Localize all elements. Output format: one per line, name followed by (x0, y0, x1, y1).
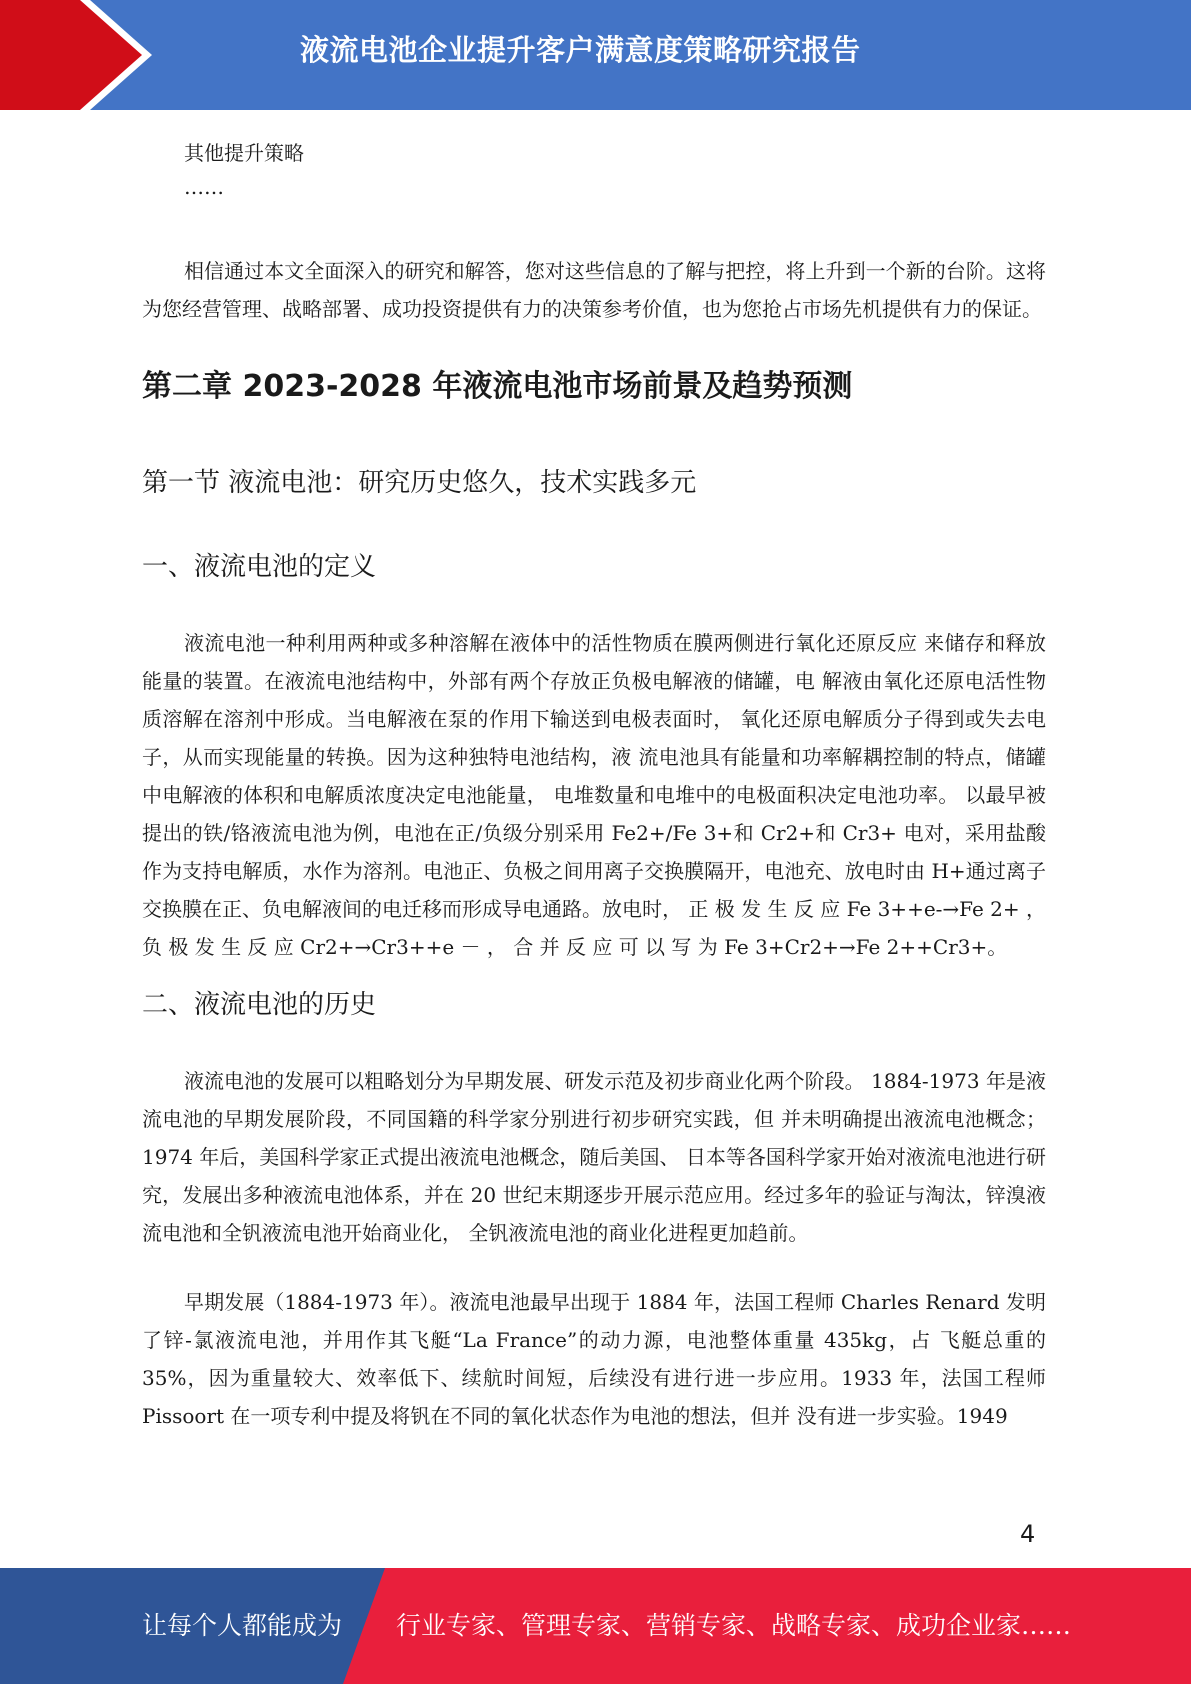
definition-paragraph: 液流电池一种利用两种或多种溶解在液体中的活性物质在膜两侧进行氧化还原反应 来储存和释放能量的装置。在液流电池结构中，外部有两个存放正负极电解液的储罐，电 解液由氧化还原电活性物质溶解在溶剂中形成。当电解液在泵的作用下输送到电极表面时， 氧化还原电解质分子得到或失去电子，从而实现能量的转换。因为这种独特电池结构，液 流电池具有能量和功率解耦控制的特点，储罐中电解液的体积和电解质浓度决定电池能量， 电堆数量和电堆中的电极面积决定电池功率。 以最早被提出的铁/铬液流电池为例，电池在正/负级分别采用 Fe2+/Fe 3+和 Cr2+和 Cr3+ 电对，采用盐酸作为支持电解质，水作为溶剂。电池正、负极之间用离子交换膜隔开，电池充、放电时由 H+通过离子交换膜在正、负电解液间的电迁移而形成导电通路。放电时， 正 极 发 生 反 应 Fe 3++e-→Fe 2+ ， 负 极 发 生 反 应 Cr2+→Cr3++e － ， 合 并 反 应 可 以 写 为 Fe 3+Cr2+→Fe 2++Cr3+。 (142, 631, 1046, 959)
ellipsis-line: …… (184, 175, 224, 199)
history-paragraph-1: 液流电池的发展可以粗略划分为早期发展、研发示范及初步商业化两个阶段。 1884-1973 年是液流电池的早期发展阶段，不同国籍的科学家分别进行初步研究实践，但 并未明确提出液流电池概念；1974 年后，美国科学家正式提出液流电池概念，随后美国、 日本等各国科学家开始对液流电池进行研究，发展出多种液流电池体系，并在 20 世纪末期逐步开展示范应用。经过多年的验证与淘汰，锌溴液流电池和全钒液流电池开始商业化， 全钒液流电池的商业化进程更加趋前。 (142, 1069, 1046, 1245)
page-footer (0, 1568, 1191, 1684)
closing-paragraph: 相信通过本文全面深入的研究和解答，您对这些信息的了解与把控，将上升到一个新的台阶。这将为您经营管理、战略部署、成功投资提供有力的决策参考价值，也为您抢占市场先机提供有力的保证。 (142, 259, 1046, 321)
page-header (0, 0, 1191, 110)
page-number: 4 (1020, 1520, 1036, 1548)
history-paragraph-2: 早期发展（1884-1973 年）。液流电池最早出现于 1884 年，法国工程师 Charles Renard 发明了锌-氯液流电池，并用作其飞艇“La France”的动力源，电池整体重量 435kg，占 飞艇总重的 35%，因为重量较大、效率低下、续航时间短，后续没有进行进一步应用。1933 年，法国工程师 Pissoort 在一项专利中提及将钒在不同的氧化状态作为电池的想法，但并 没有进一步实验。1949 (142, 1290, 1046, 1428)
section-title: 第一节 液流电池：研究历史悠久，技术实践多元 (142, 468, 697, 498)
header-red-chevron (0, 0, 142, 110)
page-content (142, 136, 1046, 1435)
definition-heading: 一、液流电池的定义 (142, 552, 377, 582)
report-title: 液流电池企业提升客户满意度策略研究报告 (300, 33, 861, 67)
footer-slogan-left: 让每个人都能成为 (142, 1611, 343, 1640)
chapter-title: 第二章 2023-2028 年液流电池市场前景及趋势预测 (142, 369, 853, 404)
history-heading: 二、液流电池的历史 (142, 990, 377, 1020)
footer-slogan-right: 行业专家、管理专家、营销专家、战略专家、成功企业家…… (396, 1611, 1072, 1640)
strategy-line: 其他提升策略 (184, 141, 304, 165)
